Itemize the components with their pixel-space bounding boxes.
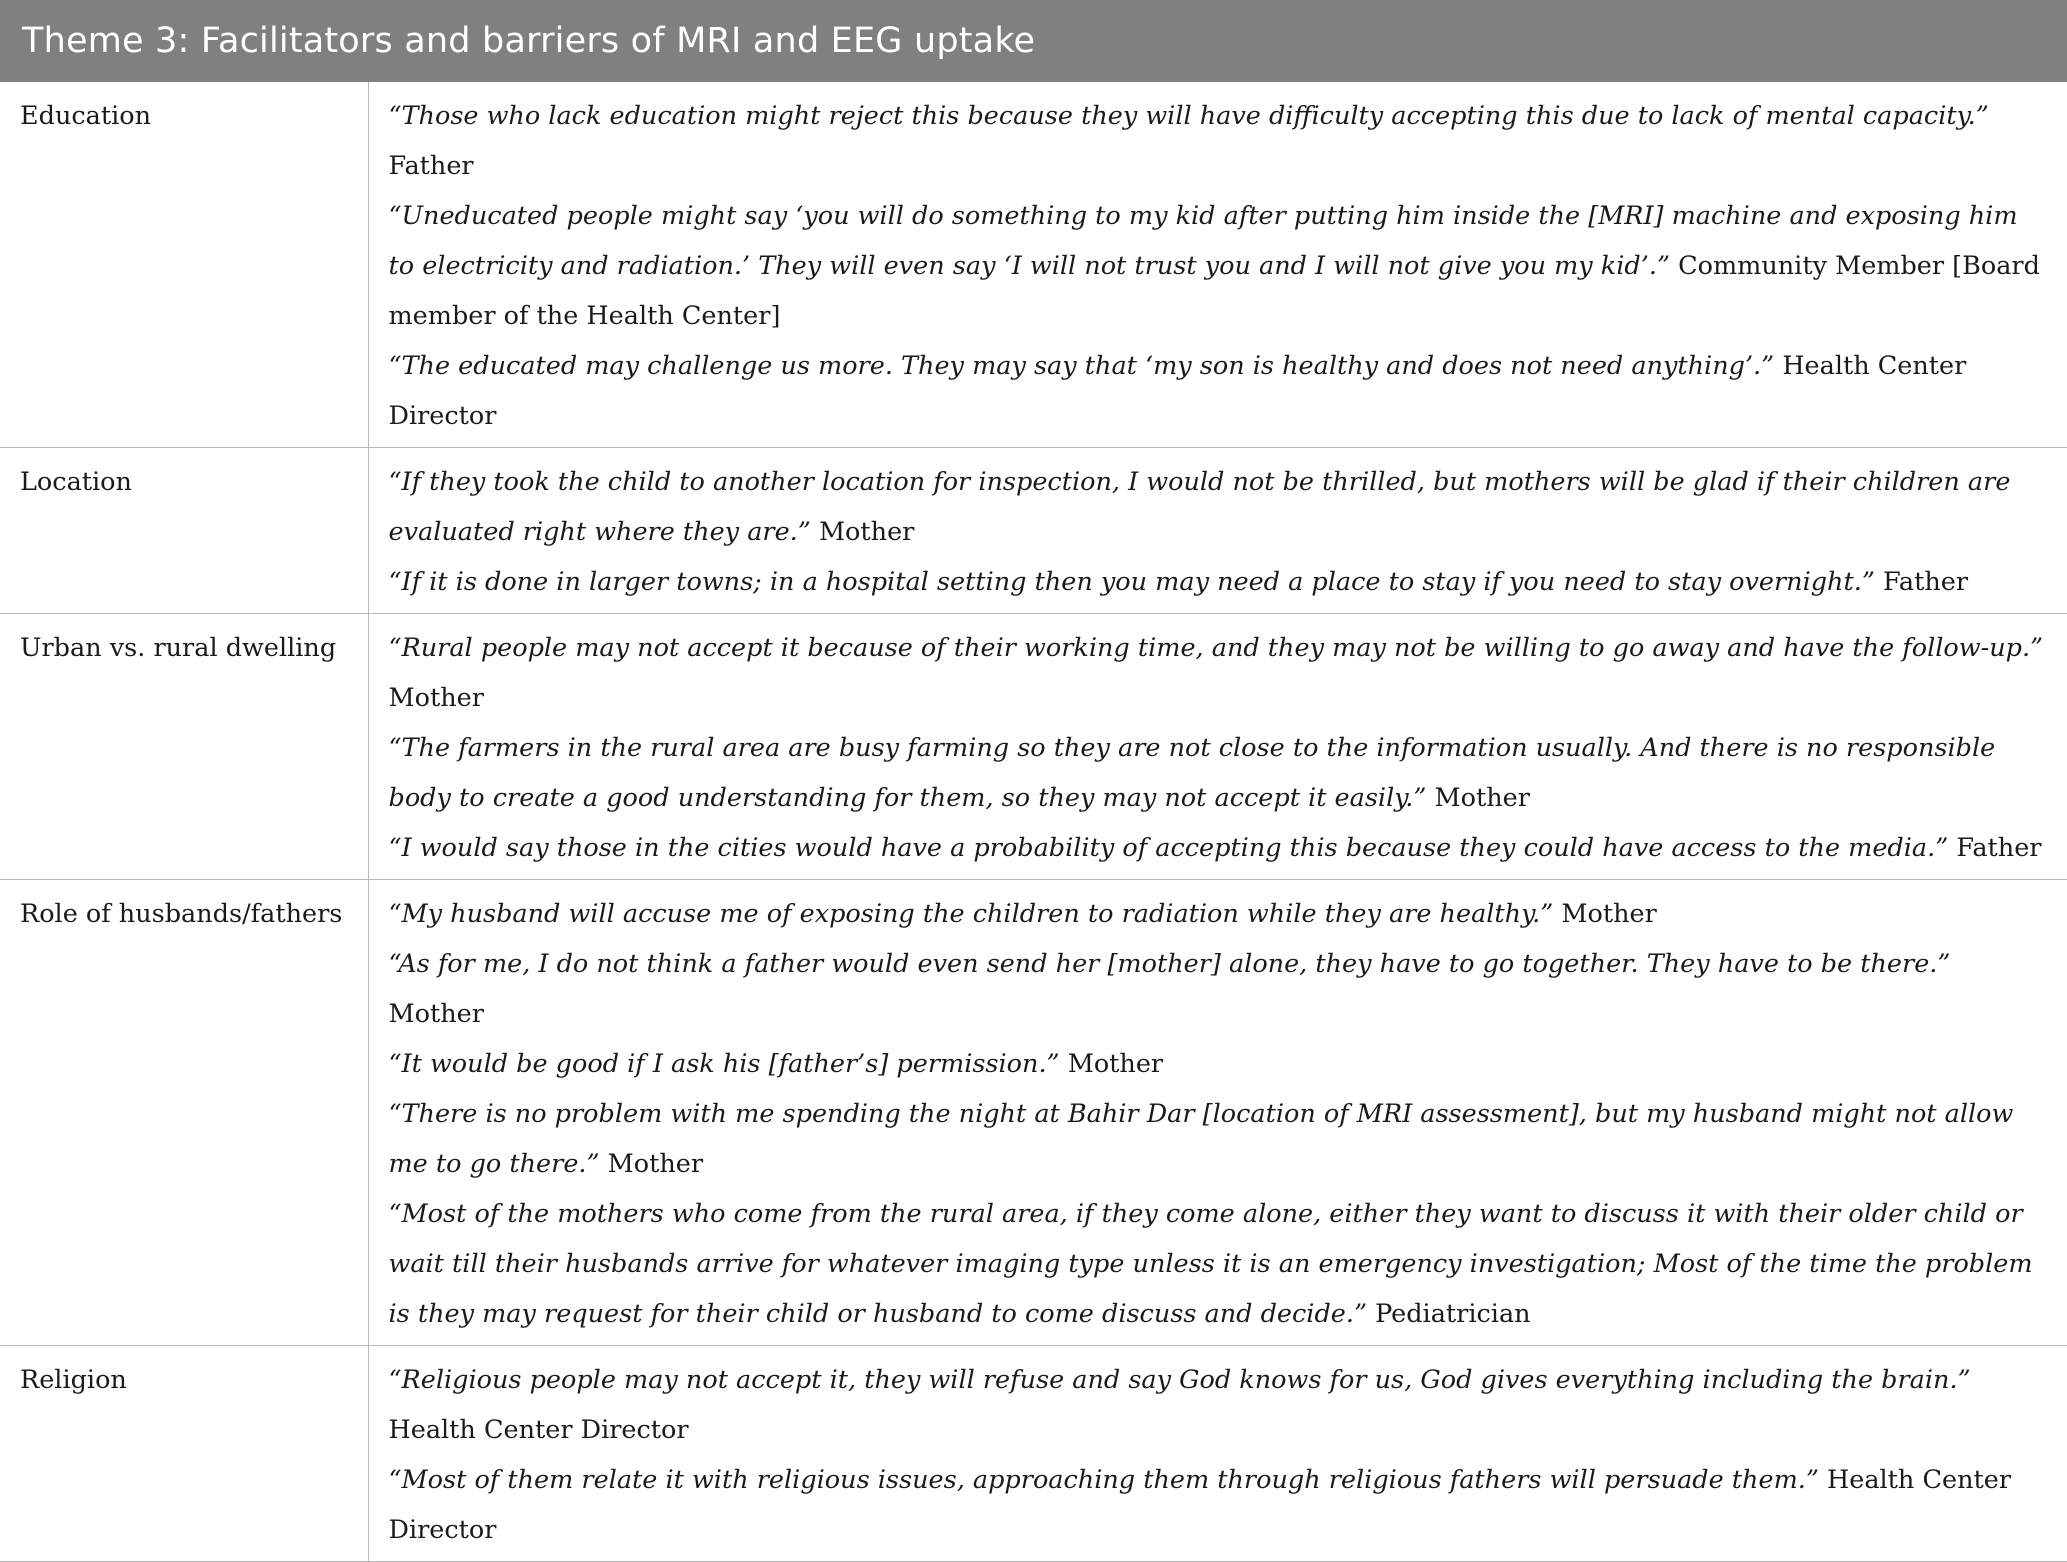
quote [389,557,2052,607]
quote-speaker: Health Center Director [388,1415,689,1445]
quote-text: “I would say those in the cities would have a probability of accepting this because they could have access to the media.” [388,833,1949,863]
quote-speaker: Mother [388,999,484,1029]
category-cell: Role of husbands/fathers [0,880,368,1346]
quote [389,889,2052,939]
quote [389,341,2052,441]
category-cell: Urban vs. rural dwelling [0,614,368,880]
quote-speaker: Mother [1434,783,1530,813]
table-row [0,448,2067,614]
quote-speaker: Health Center Director [388,351,1967,431]
quote-speaker: Mother [818,517,915,547]
category-cell: Location [0,448,368,614]
quote [389,191,2052,341]
quote-speaker: Community Member [Board member of the Health Center] [388,251,2040,331]
quote-text: “There is no problem with me spending the night at Bahir Dar [location of MRI assessment], but my husband might not allow me to go there.” [388,1099,2014,1179]
table-row [0,880,2067,1346]
quote-text: “Most of them relate it with religious issues, approaching them through religious fathers will persuade them.” [388,1465,1819,1495]
quote-speaker: Father [388,151,474,181]
quote-text: “If it is done in larger towns; in a hospital setting then you may need a place to stay if you need to stay overnight.” [388,567,1875,597]
quote-speaker: Father [1882,567,1969,597]
quote-speaker: Mother [607,1149,704,1179]
quote [389,91,2052,191]
quote [389,1089,2052,1189]
quotes-table [0,82,2067,1562]
quote-speaker: Pediatrician [1375,1299,1531,1329]
quote [389,623,2052,723]
quote-speaker: Health Center Director [388,1465,2012,1545]
quote-text: “As for me, I do not think a father would even send her [mother] alone, they have to go together. They have to be there.” [388,949,1951,979]
quote-text: “Most of the mothers who come from the rural area, if they come alone, either they want to discuss it with their older child or wait till their husbands arrive for whatever imaging type unless it is an emergency investigation; Most of the time the problem is they may request for their child or husband to come discuss and decide.” [388,1199,2033,1329]
quote-text: “The farmers in the rural area are busy farming so they are not close to the information usually. And there is no responsible body to create a good understanding for them, so they may not accept it easily.” [388,733,1996,813]
quote-speaker: Father [1956,833,2042,863]
quotes-cell [368,448,2067,614]
category-cell: Education [0,82,368,448]
quote-text: “It would be good if I ask his [father’s] permission.” [388,1049,1060,1079]
quote [389,1189,2052,1339]
quote [389,939,2052,1039]
quote-text: “My husband will accuse me of exposing the children to radiation while they are healthy.” [388,899,1554,929]
quote [389,1355,2052,1455]
category-cell: Religion [0,1346,368,1562]
quote-speaker: Mother [1067,1049,1164,1079]
quote [389,723,2052,823]
quote [389,823,2052,873]
quote [389,1455,2052,1555]
quote-text: “Rural people may not accept it because of their working time, and they may not be willing to go away and have the follow-up.” [388,633,2044,663]
quote-text: “If they took the child to another location for inspection, I would not be thrilled, but mothers will be glad if their children are evaluated right where they are.” [388,467,2011,547]
quote-text: “Those who lack education might reject this because they will have difficulty accepting this due to lack of mental capacity.” [388,101,1989,131]
quotes-cell [368,82,2067,448]
quote-speaker: Mother [388,683,484,713]
table-row [0,614,2067,880]
quote [389,457,2052,557]
quote-text: “The educated may challenge us more. They may say that ‘my son is healthy and does not need anything’.” [388,351,1775,381]
quote-text: “Religious people may not accept it, they will refuse and say God knows for us, God gives everything including the brain.” [388,1365,1971,1395]
table-title: Theme 3: Facilitators and barriers of MRI and EEG uptake [0,0,2067,82]
quote-speaker: Mother [1561,899,1657,929]
quote [389,1039,2052,1089]
quotes-cell [368,1346,2067,1562]
quotes-cell [368,880,2067,1346]
quotes-cell [368,614,2067,880]
quote-text: “Uneducated people might say ‘you will do something to my kid after putting him inside the [MRI] machine and exposing him to electricity and radiation.’ They will even say ‘I will not trust you and I will not give you my kid’.” [388,201,2018,281]
table-row [0,82,2067,448]
table-row [0,1346,2067,1562]
